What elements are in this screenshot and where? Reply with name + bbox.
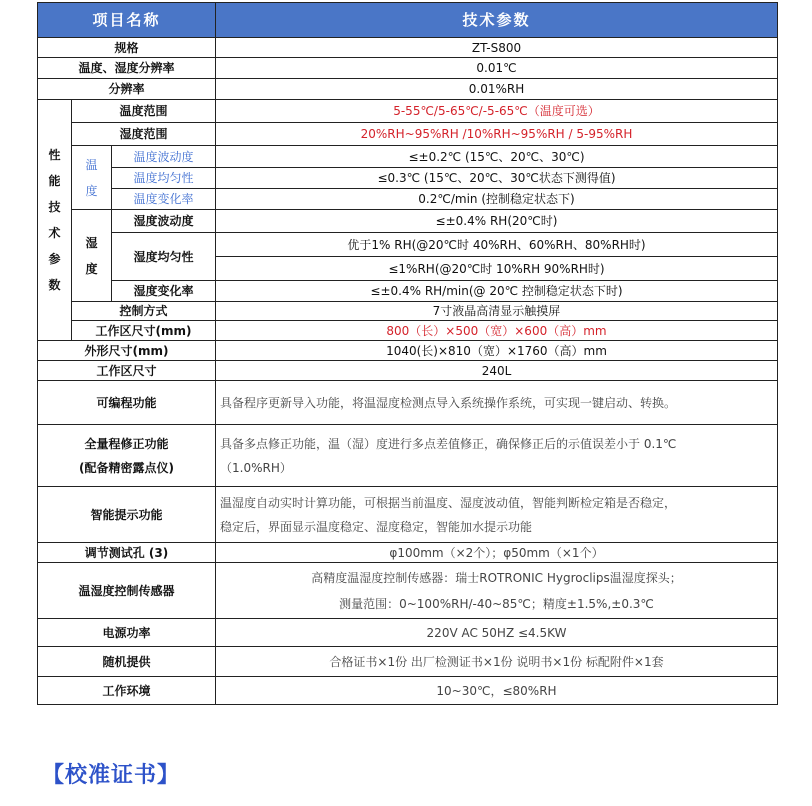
row-value: 合格证书×1份 出厂检测证书×1份 说明书×1份 标配附件×1套 [216, 647, 778, 677]
row-value: 具备程序更新导入功能，将温湿度检测点导入系统操作系统，可实现一键启动、转换。 [216, 381, 778, 425]
row-value: 1040(长)×810（宽）×1760（高）mm [216, 341, 778, 361]
row-label: 湿度范围 [72, 123, 216, 146]
row-label: 工作区尺寸(mm) [72, 321, 216, 341]
row-label: 智能提示功能 [38, 487, 216, 543]
row-label: 规格 [38, 38, 216, 58]
row-value: 240L [216, 361, 778, 381]
row-value: 220V AC 50HZ ≤4.5KW [216, 619, 778, 647]
table-row [38, 677, 778, 705]
row-label: 湿度波动度 [112, 210, 216, 233]
row-value: 高精度温湿度控制传感器：瑞士ROTRONIC Hygroclips温湿度探头； 测量范围：0~100%RH/-40~85℃；精度±1.5%,±0.3℃ [216, 563, 778, 619]
row-label: 温度、湿度分辨率 [38, 58, 216, 79]
table-row [38, 100, 778, 123]
table-row [38, 425, 778, 487]
spec-table-wrapper [37, 2, 777, 705]
table-row [38, 361, 778, 381]
table-row [38, 302, 778, 321]
row-label: 工作环境 [38, 677, 216, 705]
table-row [38, 146, 778, 168]
row-label: 电源功率 [38, 619, 216, 647]
temp-group-label: 温 度 [72, 146, 112, 210]
row-label: 湿度变化率 [112, 281, 216, 302]
header-item-name: 项目名称 [38, 3, 216, 38]
row-label: 可编程功能 [38, 381, 216, 425]
row-value: ≤0.3℃ (15℃、20℃、30℃状态下测得值) [216, 168, 778, 189]
table-row [38, 381, 778, 425]
row-value: 20%RH~95%RH /10%RH~95%RH / 5-95%RH [216, 123, 778, 146]
hum-group-label: 湿 度 [72, 210, 112, 302]
table-row [38, 79, 778, 100]
row-value: ≤±0.4% RH(20℃时) [216, 210, 778, 233]
section-heading: 【校准证书】 [42, 762, 181, 787]
spec-table [37, 2, 778, 705]
table-row [38, 38, 778, 58]
row-label: 分辨率 [38, 79, 216, 100]
row-value: 5-55℃/5-65℃/-5-65℃（温度可选） [216, 100, 778, 123]
perf-group-label: 性 能 技 术 参 数 [38, 100, 72, 341]
row-value: 0.01℃ [216, 58, 778, 79]
row-label: 湿度均匀性 [112, 233, 216, 281]
row-value: 0.2℃/min (控制稳定状态下) [216, 189, 778, 210]
table-row [38, 123, 778, 146]
row-value: ZT-S800 [216, 38, 778, 58]
table-header-row [38, 3, 778, 38]
row-label: 全量程修正功能 (配备精密露点仪) [38, 425, 216, 487]
table-row [38, 58, 778, 79]
table-row [38, 210, 778, 233]
row-label: 外形尺寸(mm) [38, 341, 216, 361]
row-value: ≤1%RH(@20℃时 10%RH 90%RH时) [216, 257, 778, 281]
row-label: 温度变化率 [112, 189, 216, 210]
table-row [38, 647, 778, 677]
row-label: 温度范围 [72, 100, 216, 123]
row-label: 调节测试孔 (3) [38, 543, 216, 563]
row-value: ≤±0.4% RH/min(@ 20℃ 控制稳定状态下时) [216, 281, 778, 302]
table-row [38, 619, 778, 647]
row-value: 10~30℃，≤80%RH [216, 677, 778, 705]
row-value: 优于1% RH(@20℃时 40%RH、60%RH、80%RH时) [216, 233, 778, 257]
row-label: 温度均匀性 [112, 168, 216, 189]
row-label: 控制方式 [72, 302, 216, 321]
row-value: φ100mm（×2个）；φ50mm（×1个） [216, 543, 778, 563]
row-value: 800（长）×500（宽）×600（高）mm [216, 321, 778, 341]
row-value: 7寸液晶高清显示触摸屏 [216, 302, 778, 321]
row-label: 工作区尺寸 [38, 361, 216, 381]
table-row [38, 189, 778, 210]
row-value: 具备多点修正功能，温（湿）度进行多点差值修正，确保修正后的示值误差小于 0.1℃ （1.0%RH） [216, 425, 778, 487]
row-value: 温湿度自动实时计算功能，可根据当前温度、湿度波动值，智能判断检定箱是否稳定， 稳定后，界面显示温度稳定、湿度稳定，智能加水提示功能 [216, 487, 778, 543]
row-label: 温湿度控制传感器 [38, 563, 216, 619]
header-tech-params: 技术参数 [216, 3, 778, 38]
table-row [38, 233, 778, 257]
table-row [38, 168, 778, 189]
row-value: ≤±0.2℃ (15℃、20℃、30℃) [216, 146, 778, 168]
table-row [38, 487, 778, 543]
row-label: 随机提供 [38, 647, 216, 677]
table-row [38, 341, 778, 361]
table-row [38, 543, 778, 563]
table-row [38, 563, 778, 619]
row-label: 温度波动度 [112, 146, 216, 168]
table-row [38, 281, 778, 302]
table-row [38, 321, 778, 341]
row-value: 0.01%RH [216, 79, 778, 100]
